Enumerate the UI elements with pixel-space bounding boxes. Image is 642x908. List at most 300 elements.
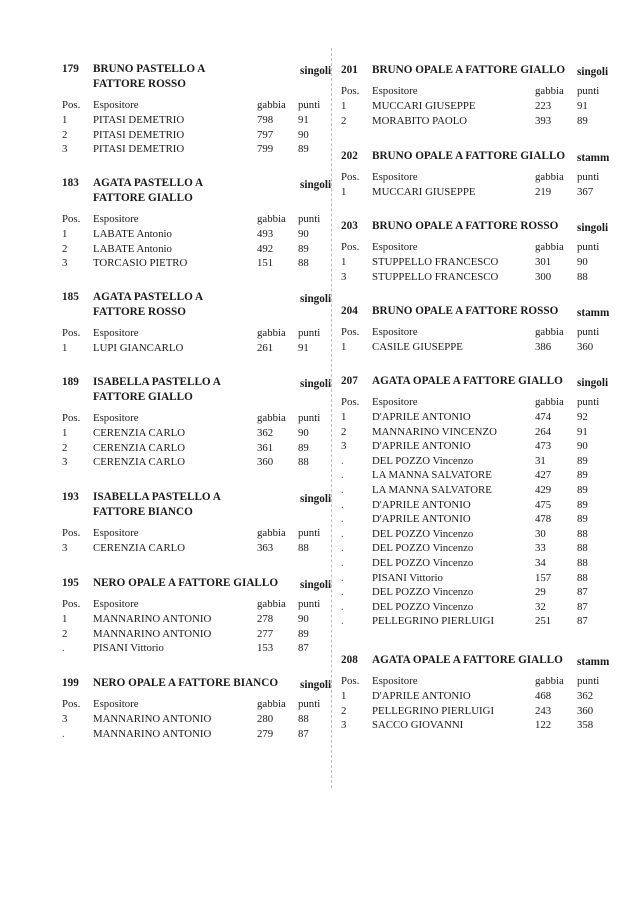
- class-number: 193: [62, 491, 79, 503]
- class-title-line: BRUNO PASTELLO A: [93, 63, 206, 75]
- exhibitor-name: PITASI DEMETRIO: [93, 114, 185, 126]
- points: 89: [577, 454, 588, 467]
- position: .: [341, 586, 344, 599]
- points: 87: [577, 600, 588, 613]
- exhibitor-name: PISANI Vittorio: [93, 642, 164, 655]
- exhibitor-name: STUPPELLO FRANCESCO: [372, 256, 499, 268]
- position: .: [62, 642, 65, 655]
- result-row: [334, 410, 642, 425]
- class-number: 179: [62, 63, 79, 75]
- exhibitor-name: DEL POZZO Vincenzo: [372, 542, 474, 555]
- col-header-gabbia: gabbia: [257, 527, 286, 539]
- class-title-line: AGATA OPALE A FATTORE GIALLO: [372, 654, 563, 666]
- exhibitor-name: D'APRILE ANTONIO: [372, 440, 471, 453]
- class-type: singoli: [300, 579, 332, 591]
- points: 88: [577, 527, 588, 540]
- position: 3: [341, 270, 347, 283]
- column-headers: [334, 674, 642, 689]
- points: 90: [577, 440, 588, 453]
- points: 91: [298, 342, 309, 354]
- exhibitor-name: LABATE Antonio: [93, 228, 172, 240]
- result-row: [334, 255, 642, 270]
- points: 87: [577, 615, 588, 628]
- exhibitor-name: LA MANNA SALVATORE: [372, 469, 492, 482]
- cage-number: 32: [535, 600, 546, 613]
- result-row: [0, 128, 334, 143]
- cage-number: 264: [535, 425, 552, 438]
- exhibitor-name: MUCCARI GIUSEPPE: [372, 100, 476, 112]
- result-row: [0, 441, 334, 456]
- cage-number: 386: [535, 341, 552, 353]
- exhibitor-name: MANNARINO ANTONIO: [93, 613, 212, 625]
- class-number: 195: [62, 577, 79, 589]
- col-header-pos: Pos.: [62, 598, 81, 610]
- result-row: [0, 627, 334, 642]
- result-row: [334, 270, 642, 285]
- class-type: stamm: [577, 152, 610, 164]
- column-headers: [334, 240, 642, 255]
- col-header-pos: Pos.: [62, 213, 81, 225]
- col-header-pos: Pos.: [62, 99, 81, 111]
- position: .: [341, 469, 344, 482]
- col-header-punti: punti: [298, 99, 321, 111]
- position: 3: [62, 713, 68, 725]
- cage-number: 279: [257, 727, 274, 740]
- points: 88: [298, 456, 309, 469]
- points: 89: [577, 498, 588, 511]
- cage-number: 251: [535, 615, 552, 628]
- exhibitor-name: DEL POZZO Vincenzo: [372, 600, 474, 613]
- cage-number: 474: [535, 411, 552, 423]
- cage-number: 361: [257, 441, 274, 454]
- position: 2: [341, 425, 347, 438]
- class-title-line: NERO OPALE A FATTORE GIALLO: [93, 577, 279, 589]
- position: 2: [341, 114, 347, 127]
- col-header-espositore: Espositore: [93, 327, 139, 339]
- result-row: [0, 426, 334, 441]
- col-header-espositore: Espositore: [93, 598, 139, 610]
- exhibitor-name: DEL POZZO Vincenzo: [372, 586, 474, 599]
- class-type: singoli: [300, 378, 332, 390]
- points: 89: [577, 114, 588, 127]
- result-row: [0, 455, 334, 470]
- col-header-gabbia: gabbia: [257, 412, 286, 424]
- cage-number: 261: [257, 342, 274, 354]
- cage-number: 223: [535, 100, 552, 112]
- column-headers: [0, 526, 334, 541]
- position: .: [341, 498, 344, 511]
- position: 3: [62, 542, 68, 554]
- points: 90: [298, 613, 309, 625]
- points: 91: [577, 425, 588, 438]
- cage-number: 122: [535, 719, 552, 732]
- points: 88: [577, 270, 588, 283]
- result-row: [0, 612, 334, 627]
- col-header-punti: punti: [577, 326, 600, 338]
- class-title-line: AGATA PASTELLO A: [93, 177, 204, 189]
- points: 90: [298, 228, 309, 240]
- points: 89: [298, 242, 309, 255]
- position: .: [341, 454, 344, 467]
- cage-number: 427: [535, 469, 552, 482]
- position: 1: [62, 228, 68, 240]
- exhibitor-name: CASILE GIUSEPPE: [372, 341, 463, 353]
- points: 89: [298, 627, 309, 640]
- col-header-punti: punti: [577, 396, 600, 408]
- exhibitor-name: PITASI DEMETRIO: [93, 143, 185, 156]
- result-row: [0, 541, 334, 556]
- col-header-punti: punti: [298, 527, 321, 539]
- position: .: [62, 727, 65, 740]
- col-header-gabbia: gabbia: [535, 171, 564, 183]
- result-row: [334, 689, 642, 704]
- cage-number: 478: [535, 513, 552, 526]
- points: 367: [577, 186, 594, 198]
- result-row: [334, 454, 642, 469]
- exhibitor-name: CERENZIA CARLO: [93, 456, 186, 469]
- col-header-gabbia: gabbia: [535, 241, 564, 253]
- col-header-punti: punti: [298, 213, 321, 225]
- position: .: [341, 600, 344, 613]
- position: 3: [341, 440, 347, 453]
- result-row: [334, 340, 642, 355]
- points: 90: [577, 256, 588, 268]
- cage-number: 29: [535, 586, 546, 599]
- exhibitor-name: CERENZIA CARLO: [93, 542, 186, 554]
- result-row: [0, 256, 334, 271]
- col-header-espositore: Espositore: [372, 85, 418, 97]
- points: 360: [577, 341, 594, 353]
- class-title-line: FATTORE BIANCO: [93, 506, 193, 518]
- result-row: [334, 512, 642, 527]
- cage-number: 393: [535, 114, 552, 127]
- points: 358: [577, 719, 594, 732]
- exhibitor-name: LUPI GIANCARLO: [93, 342, 184, 354]
- col-header-punti: punti: [577, 241, 600, 253]
- result-row: [0, 242, 334, 257]
- exhibitor-name: PITASI DEMETRIO: [93, 128, 185, 141]
- exhibitor-name: STUPPELLO FRANCESCO: [372, 270, 499, 283]
- position: 3: [341, 719, 347, 732]
- position: .: [341, 542, 344, 555]
- class-number: 201: [341, 64, 358, 76]
- points: 91: [577, 100, 588, 112]
- cage-number: 157: [535, 571, 552, 584]
- column-headers: [334, 325, 642, 340]
- exhibitor-name: D'APRILE ANTONIO: [372, 411, 471, 423]
- cage-number: 219: [535, 186, 552, 198]
- col-header-pos: Pos.: [341, 675, 360, 687]
- column-headers: [334, 84, 642, 99]
- result-row: [334, 556, 642, 571]
- position: 2: [62, 128, 68, 141]
- class-title-line: NERO OPALE A FATTORE BIANCO: [93, 677, 279, 689]
- points: 87: [577, 586, 588, 599]
- col-header-punti: punti: [298, 698, 321, 710]
- points: 88: [577, 571, 588, 584]
- result-row: [334, 114, 642, 129]
- class-type: singoli: [300, 65, 332, 77]
- cage-number: 34: [535, 557, 546, 569]
- result-row: [334, 571, 642, 586]
- points: 360: [577, 704, 594, 717]
- class-type: singoli: [300, 293, 332, 305]
- result-row: [334, 614, 642, 629]
- position: 3: [62, 257, 68, 270]
- cage-number: 278: [257, 613, 274, 625]
- cage-number: 475: [535, 498, 552, 511]
- cage-number: 31: [535, 454, 546, 467]
- exhibitor-name: DEL POZZO Vincenzo: [372, 454, 474, 467]
- points: 88: [298, 257, 309, 270]
- col-header-gabbia: gabbia: [257, 213, 286, 225]
- col-header-espositore: Espositore: [93, 412, 139, 424]
- class-type: singoli: [300, 679, 332, 691]
- points: 88: [577, 557, 588, 569]
- points: 89: [298, 143, 309, 156]
- cage-number: 360: [257, 456, 274, 469]
- col-header-punti: punti: [298, 598, 321, 610]
- result-row: [0, 712, 334, 727]
- result-row: [334, 99, 642, 114]
- col-header-gabbia: gabbia: [535, 326, 564, 338]
- result-row: [334, 185, 642, 200]
- result-row: [334, 483, 642, 498]
- col-header-pos: Pos.: [341, 85, 360, 97]
- exhibitor-name: LA MANNA SALVATORE: [372, 484, 492, 496]
- cage-number: 492: [257, 242, 274, 255]
- position: 3: [62, 143, 68, 156]
- col-header-pos: Pos.: [62, 698, 81, 710]
- class-number: 185: [62, 291, 79, 303]
- result-row: [0, 227, 334, 242]
- col-header-pos: Pos.: [341, 326, 360, 338]
- cage-number: 429: [535, 484, 552, 496]
- column-headers: [0, 411, 334, 426]
- col-header-pos: Pos.: [341, 396, 360, 408]
- column-headers: [0, 212, 334, 227]
- result-row: [334, 425, 642, 440]
- exhibitor-name: MANNARINO ANTONIO: [93, 713, 212, 725]
- class-title-line: ISABELLA PASTELLO A: [93, 376, 221, 388]
- result-row: [0, 142, 334, 157]
- position: 1: [62, 114, 68, 126]
- position: .: [341, 615, 344, 628]
- class-title-line: FATTORE GIALLO: [93, 391, 193, 403]
- position: 2: [62, 627, 68, 640]
- col-header-gabbia: gabbia: [535, 85, 564, 97]
- class-title-line: FATTORE ROSSO: [93, 78, 186, 90]
- col-header-espositore: Espositore: [372, 675, 418, 687]
- col-header-punti: punti: [577, 171, 600, 183]
- cage-number: 153: [257, 642, 274, 655]
- position: 1: [341, 411, 347, 423]
- cage-number: 363: [257, 542, 274, 554]
- col-header-gabbia: gabbia: [257, 698, 286, 710]
- points: 362: [577, 690, 594, 702]
- result-row: [334, 468, 642, 483]
- result-row: [0, 113, 334, 128]
- col-header-espositore: Espositore: [93, 99, 139, 111]
- col-header-punti: punti: [577, 85, 600, 97]
- class-number: 202: [341, 150, 358, 162]
- col-header-pos: Pos.: [62, 527, 81, 539]
- class-title-line: AGATA OPALE A FATTORE GIALLO: [372, 375, 563, 387]
- result-row: [0, 727, 334, 742]
- col-header-punti: punti: [577, 675, 600, 687]
- position: 1: [62, 342, 68, 354]
- exhibitor-name: CERENZIA CARLO: [93, 441, 186, 454]
- result-row: [334, 527, 642, 542]
- position: 2: [62, 441, 68, 454]
- class-number: 204: [341, 305, 358, 317]
- class-title-line: BRUNO OPALE A FATTORE GIALLO: [372, 64, 566, 76]
- exhibitor-name: D'APRILE ANTONIO: [372, 513, 471, 526]
- exhibitor-name: D'APRILE ANTONIO: [372, 498, 471, 511]
- col-header-espositore: Espositore: [372, 241, 418, 253]
- col-header-pos: Pos.: [62, 412, 81, 424]
- class-number: 199: [62, 677, 79, 689]
- result-row: [334, 704, 642, 719]
- position: .: [341, 557, 344, 569]
- col-header-punti: punti: [298, 412, 321, 424]
- class-title-line: ISABELLA PASTELLO A: [93, 491, 221, 503]
- cage-number: 243: [535, 704, 552, 717]
- col-header-espositore: Espositore: [372, 326, 418, 338]
- position: 1: [341, 256, 347, 268]
- col-header-pos: Pos.: [62, 327, 81, 339]
- points: 90: [298, 427, 309, 439]
- exhibitor-name: PELLEGRINO PIERLUIGI: [372, 704, 495, 717]
- col-header-espositore: Espositore: [93, 698, 139, 710]
- points: 90: [298, 128, 309, 141]
- result-row: [334, 498, 642, 513]
- class-title-line: BRUNO OPALE A FATTORE ROSSO: [372, 305, 559, 317]
- position: .: [341, 571, 344, 584]
- class-number: 208: [341, 654, 358, 666]
- class-number: 207: [341, 375, 358, 387]
- col-header-gabbia: gabbia: [257, 598, 286, 610]
- col-header-espositore: Espositore: [372, 171, 418, 183]
- class-number: 183: [62, 177, 79, 189]
- class-type: stamm: [577, 307, 610, 319]
- result-row: [334, 600, 642, 615]
- exhibitor-name: MORABITO PAOLO: [372, 114, 468, 127]
- class-type: singoli: [577, 377, 609, 389]
- class-title-line: BRUNO OPALE A FATTORE ROSSO: [372, 220, 559, 232]
- col-header-pos: Pos.: [341, 171, 360, 183]
- column-headers: [334, 395, 642, 410]
- points: 88: [298, 713, 309, 725]
- col-header-gabbia: gabbia: [257, 327, 286, 339]
- cage-number: 799: [257, 143, 274, 156]
- exhibitor-name: DEL POZZO Vincenzo: [372, 527, 474, 540]
- cage-number: 798: [257, 114, 274, 126]
- col-header-gabbia: gabbia: [535, 396, 564, 408]
- points: 87: [298, 642, 309, 655]
- points: 87: [298, 727, 309, 740]
- cage-number: 797: [257, 128, 274, 141]
- class-type: singoli: [577, 66, 609, 78]
- points: 88: [298, 542, 309, 554]
- points: 89: [577, 484, 588, 496]
- col-header-gabbia: gabbia: [257, 99, 286, 111]
- exhibitor-name: PISANI Vittorio: [372, 571, 443, 584]
- exhibitor-name: DEL POZZO Vincenzo: [372, 557, 474, 569]
- position: 1: [62, 427, 68, 439]
- position: 3: [62, 456, 68, 469]
- exhibitor-name: MANNARINO ANTONIO: [93, 727, 212, 740]
- class-title-line: FATTORE GIALLO: [93, 192, 193, 204]
- exhibitor-name: MANNARINO ANTONIO: [93, 627, 212, 640]
- col-header-punti: punti: [298, 327, 321, 339]
- cage-number: 493: [257, 228, 274, 240]
- class-type: singoli: [300, 493, 332, 505]
- result-row: [0, 341, 334, 356]
- cage-number: 33: [535, 542, 546, 555]
- result-row: [334, 541, 642, 556]
- position: .: [341, 513, 344, 526]
- cage-number: 151: [257, 257, 274, 270]
- class-type: singoli: [577, 222, 609, 234]
- class-number: 203: [341, 220, 358, 232]
- cage-number: 300: [535, 270, 552, 283]
- col-header-espositore: Espositore: [372, 396, 418, 408]
- column-headers: [0, 326, 334, 341]
- position: 1: [341, 690, 347, 702]
- points: 89: [577, 513, 588, 526]
- cage-number: 468: [535, 690, 552, 702]
- class-title-line: FATTORE ROSSO: [93, 306, 186, 318]
- position: .: [341, 484, 344, 496]
- column-headers: [0, 697, 334, 712]
- position: 1: [341, 186, 347, 198]
- exhibitor-name: TORCASIO PIETRO: [93, 257, 188, 270]
- column-divider: [331, 48, 332, 788]
- position: 2: [62, 242, 68, 255]
- position: 1: [341, 341, 347, 353]
- class-number: 189: [62, 376, 79, 388]
- points: 91: [298, 114, 309, 126]
- class-title-line: BRUNO OPALE A FATTORE GIALLO: [372, 150, 566, 162]
- col-header-espositore: Espositore: [93, 213, 139, 225]
- cage-number: 362: [257, 427, 274, 439]
- result-row: [334, 718, 642, 733]
- column-headers: [0, 597, 334, 612]
- class-title-line: AGATA PASTELLO A: [93, 291, 204, 303]
- exhibitor-name: PELLEGRINO PIERLUIGI: [372, 615, 495, 628]
- col-header-pos: Pos.: [341, 241, 360, 253]
- position: 2: [341, 704, 347, 717]
- exhibitor-name: CERENZIA CARLO: [93, 427, 186, 439]
- exhibitor-name: LABATE Antonio: [93, 242, 172, 255]
- position: .: [341, 527, 344, 540]
- exhibitor-name: D'APRILE ANTONIO: [372, 690, 471, 702]
- exhibitor-name: MUCCARI GIUSEPPE: [372, 186, 476, 198]
- exhibitor-name: MANNARINO VINCENZO: [372, 425, 497, 438]
- column-headers: [0, 98, 334, 113]
- column-headers: [334, 170, 642, 185]
- result-row: [334, 585, 642, 600]
- cage-number: 30: [535, 527, 546, 540]
- cage-number: 277: [257, 627, 274, 640]
- col-header-gabbia: gabbia: [535, 675, 564, 687]
- class-type: stamm: [577, 656, 610, 668]
- cage-number: 473: [535, 440, 552, 453]
- result-row: [334, 439, 642, 454]
- position: 1: [341, 100, 347, 112]
- position: 1: [62, 613, 68, 625]
